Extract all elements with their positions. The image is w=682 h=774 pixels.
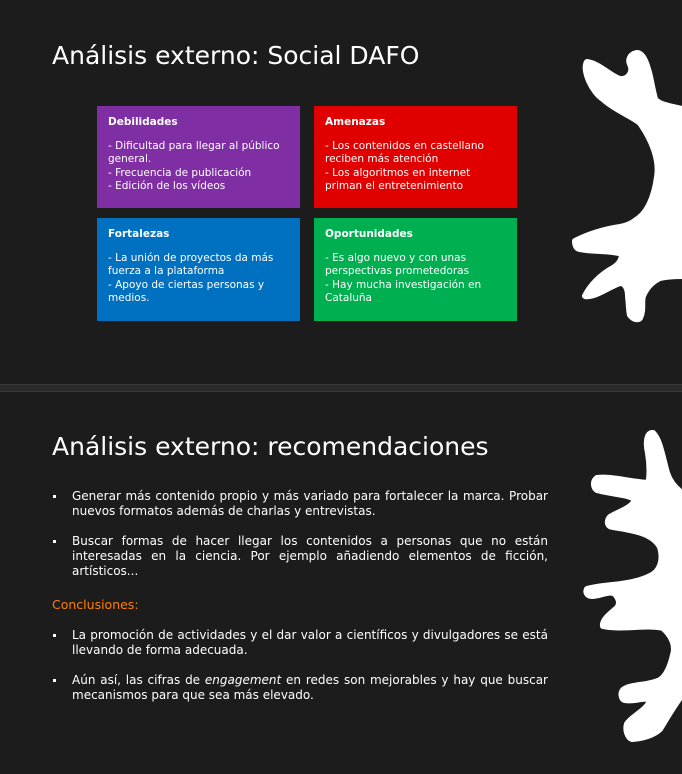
- splash-decoration-icon: [0, 392, 682, 774]
- box-body: - La unión de proyectos da más fuerza a la plataforma - Apoyo de ciertas personas y medios.: [108, 251, 274, 304]
- slide-title: Análisis externo: Social DAFO: [52, 41, 420, 70]
- conclusion-text: Aún así, las cifras de: [72, 673, 205, 687]
- box-body: - Es algo nuevo y con unas perspectivas prometedoras - Hay mucha investigación en Cataluña: [325, 251, 482, 304]
- conclusion-emphasis: engagement: [204, 673, 282, 687]
- box-title: Fortalezas: [108, 228, 170, 240]
- box-body: - Dificultad para llegar al público general. - Frecuencia de publicación - Edición de los vídeos: [108, 139, 280, 192]
- recommendation-item: Buscar formas de hacer llegar los contenidos a personas que no están interesadas en la ciencia. Por ejemplo añadiendo elementos de ficción, artísticos...: [52, 534, 548, 579]
- slide-dafo: [0, 0, 682, 384]
- slide-title: Análisis externo: recomendaciones: [52, 432, 489, 461]
- box-title: Oportunidades: [325, 228, 413, 240]
- conclusion-text: en redes son mejorables y hay que buscar mecanismos para que sea más elevado.: [72, 673, 548, 702]
- box-body: - Los contenidos en castellano reciben más atención - Los algoritmos en internet priman el entretenimiento: [325, 139, 484, 192]
- box-title: Amenazas: [325, 116, 386, 128]
- conclusion-text: La promoción de actividades y el dar valor a científicos y divulgadores se está llevando de forma adecuada.: [72, 628, 548, 657]
- splash-decoration-icon: [0, 0, 682, 384]
- recommendation-item: Generar más contenido propio y más variado para fortalecer la marca. Probar nuevos formatos además de charlas y entrevistas.: [52, 489, 548, 519]
- slide-recomendaciones: [0, 392, 682, 774]
- box-title: Debilidades: [108, 116, 178, 128]
- slide-separator: [0, 384, 682, 392]
- conclusions-heading: Conclusiones:: [52, 597, 139, 612]
